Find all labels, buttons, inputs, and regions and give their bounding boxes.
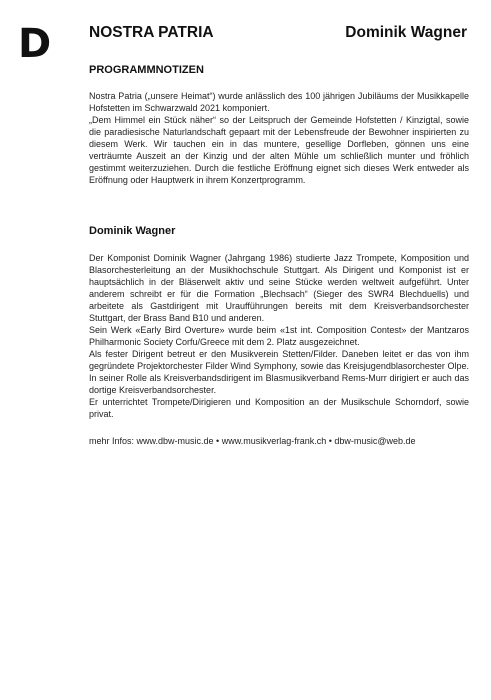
program-notes-paragraph: „Dem Himmel ein Stück näher“ so der Leitspruch der Gemeinde Hofstetten / Kinzigtal, sowie die paradiesische Naturlandschaft gepaart mit der Lebensfreude der Bewohner inspirierten zu diesem Werk. Wir tauchen ein in das muntere, gesellige Dorfleben, gönnen uns eine verträumte Auszeit an der Kinzig und der alten Mühle um schließlich munter und fröhlich gestimmt weiterzuziehen. Durch die festliche Eröffnung eignet sich dieses Werk entweder als Eröffnung oder Hauptwerk in ihrem Konzertprogramm. <box>89 115 469 185</box>
piece-title: NOSTRA PATRIA <box>89 24 214 41</box>
composer-name: Dominik Wagner <box>345 24 467 41</box>
program-notes-paragraph: Nostra Patria („unsere Heimat“) wurde anlässlich des 100 jährigen Jubiläums der Musikkapelle Hofstetten im Schwarzwald 2021 komponiert. <box>89 91 469 113</box>
biography-paragraph: Der Komponist Dominik Wagner (Jahrgang 1986) studierte Jazz Trompete, Komposition und Blasorchesterleitung an der Musikhochschule Stuttgart. Als Dirigent und Komponist ist er hauptsächlich in der Bläserwelt aktiv und seine Stücke werden weltweit aufgeführt. Unter anderem schreibt er für die Formation „Blechsach“ (Sieger des SWR4 Blechduells) und arbeitete als Gastdirigent mit Uraufführungen bereits mit dem Kreisverbandsorchester Stuttgart, der Brass Band B10 und anderen. <box>89 253 469 323</box>
page-header <box>89 24 467 42</box>
biography-paragraph: Als fester Dirigent betreut er den Musikverein Stetten/Filder. Daneben leitet er das von ihm gegründete Projektorchester Filder Wind Symphony, sowie das Kreisjugendblasorchester Olpe. In seiner Rolle als Kreisverbandsdirigent im Blasmusikverband Rems-Murr dirigiert er auch das dortige Kreisverbandsorchester. <box>89 349 469 395</box>
biography-heading: Dominik Wagner <box>89 225 176 237</box>
biography-text <box>89 252 469 420</box>
program-notes-text <box>89 90 469 186</box>
contact-line: mehr Infos: www.dbw-music.de • www.musikverlag-frank.ch • dbw-music@web.de <box>89 436 416 446</box>
biography-paragraph: Sein Werk «Early Bird Overture» wurde beim «1st int. Composition Contest» der Mantzaros Philharmonic Society Corfu/Greece mit dem 2. Platz ausgezeichnet. <box>89 325 469 347</box>
program-notes-heading: PROGRAMMNOTIZEN <box>89 64 204 76</box>
section-letter: D <box>18 21 52 67</box>
biography-paragraph: Er unterrichtet Trompete/Dirigieren und Komposition an der Musikschule Schorndorf, sowie privat. <box>89 397 469 419</box>
